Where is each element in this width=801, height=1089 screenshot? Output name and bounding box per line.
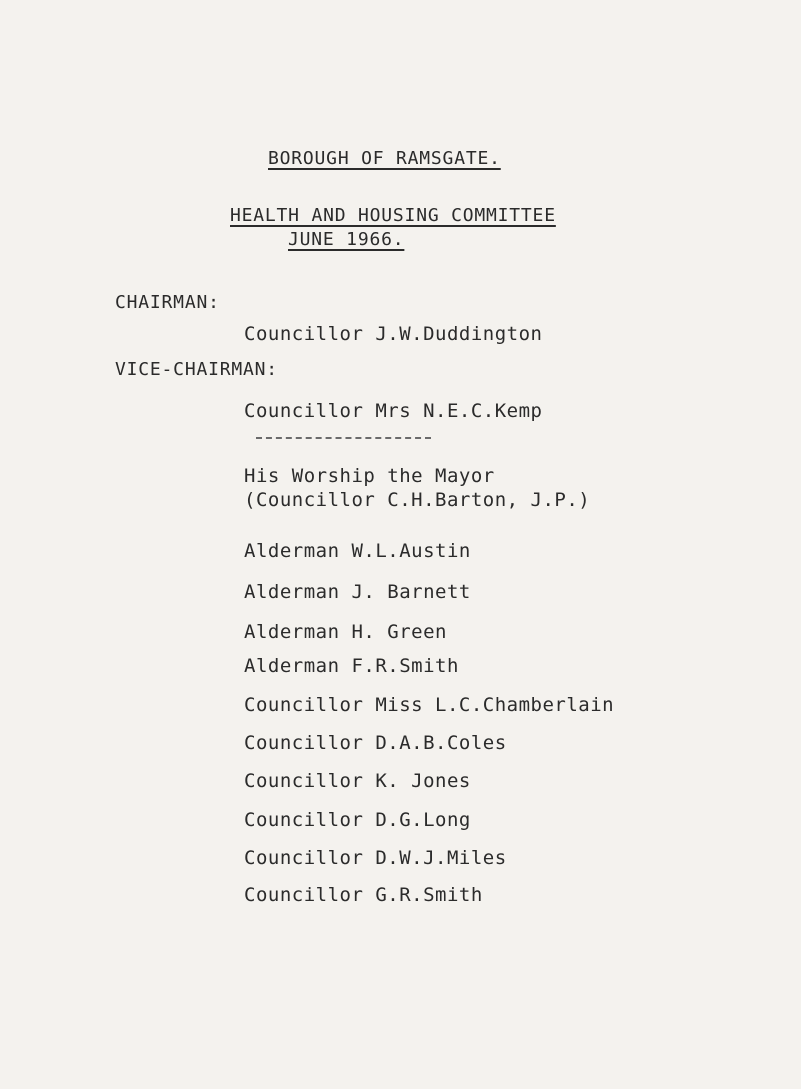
member-item: Councillor K. Jones (244, 770, 471, 792)
member-item: Councillor Miss L.C.Chamberlain (244, 694, 615, 716)
section-divider (256, 437, 431, 439)
member-item: Councillor D.A.B.Coles (244, 732, 507, 754)
member-item: Councillor D.G.Long (244, 809, 471, 831)
committee-heading: HEALTH AND HOUSING COMMITTEE (230, 205, 556, 226)
member-item: Councillor G.R.Smith (244, 884, 483, 906)
mayor-line-1: His Worship the Mayor (244, 465, 495, 487)
member-item: Alderman J. Barnett (244, 581, 471, 603)
borough-heading: BOROUGH OF RAMSGATE. (268, 148, 501, 169)
member-item: Alderman F.R.Smith (244, 655, 459, 677)
vice-chairman-name: Councillor Mrs N.E.C.Kemp (244, 400, 543, 422)
member-item: Alderman W.L.Austin (244, 540, 471, 562)
date-heading: JUNE 1966. (288, 229, 405, 250)
member-item: Alderman H. Green (244, 621, 447, 643)
chairman-name: Councillor J.W.Duddington (244, 323, 543, 345)
vice-chairman-label: VICE-CHAIRMAN: (115, 359, 278, 380)
chairman-label: CHAIRMAN: (115, 292, 220, 313)
mayor-line-2: (Councillor C.H.Barton, J.P.) (244, 489, 591, 511)
member-item: Councillor D.W.J.Miles (244, 847, 507, 869)
